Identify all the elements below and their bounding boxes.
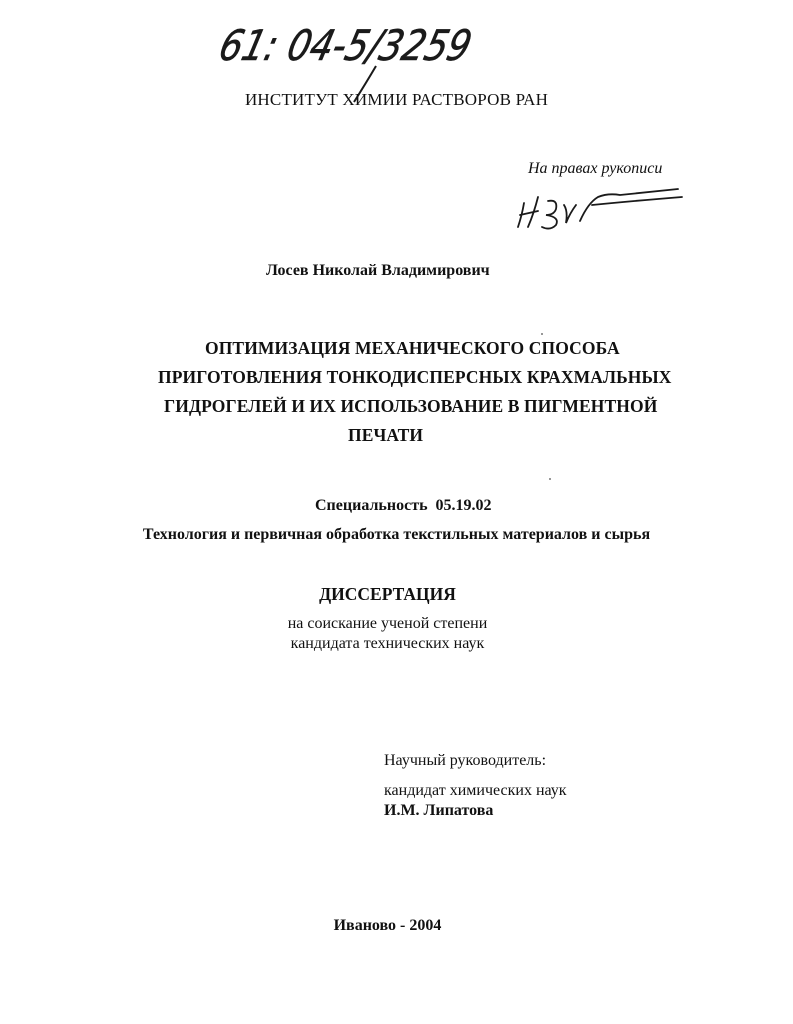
specialty-line (315, 497, 492, 515)
thesis-title-line-4: ПЕЧАТИ (348, 425, 424, 445)
thesis-title-line-2: ПРИГОТОВЛЕНИЯ ТОНКОДИСПЕРСНЫХ КРАХМАЛЬНЫХ (158, 367, 672, 387)
city-year: Иваново - 2004 (333, 917, 442, 934)
specialty-label: Специальность (315, 497, 428, 514)
scan-speck (549, 478, 551, 480)
degree-line-1: на соискание ученой степени (287, 615, 488, 632)
institute-name: ИНСТИТУТ ХИМИИ РАСТВОРОВ РАН (244, 90, 549, 109)
thesis-title-line-3: ГИДРОГЕЛЕЙ И ИХ ИСПОЛЬЗОВАНИЕ В ПИГМЕНТНОЙ (164, 396, 658, 416)
specialty-code: 05.19.02 (435, 497, 492, 514)
author-signature (512, 183, 688, 233)
degree-line-2: кандидата технических наук (290, 635, 485, 652)
document-type: ДИССЕРТАЦИЯ (319, 584, 456, 604)
scan-speck (541, 333, 543, 335)
supervisor-label: Научный руководитель: (384, 752, 547, 769)
specialty-name: Технология и первичная обработка текстильных материалов и сырья (142, 526, 651, 543)
manuscript-rights-note: На правах рукописи (528, 160, 663, 177)
supervisor-name: И.М. Липатова (384, 802, 494, 819)
author-name: Лосев Николай Владимирович (266, 262, 490, 279)
thesis-title-line-1: ОПТИМИЗАЦИЯ МЕХАНИЧЕСКОГО СПОСОБА (205, 338, 620, 358)
supervisor-degree: кандидат химических наук (384, 782, 567, 799)
archive-code-text: 61: 04-5/3259 (214, 21, 524, 71)
